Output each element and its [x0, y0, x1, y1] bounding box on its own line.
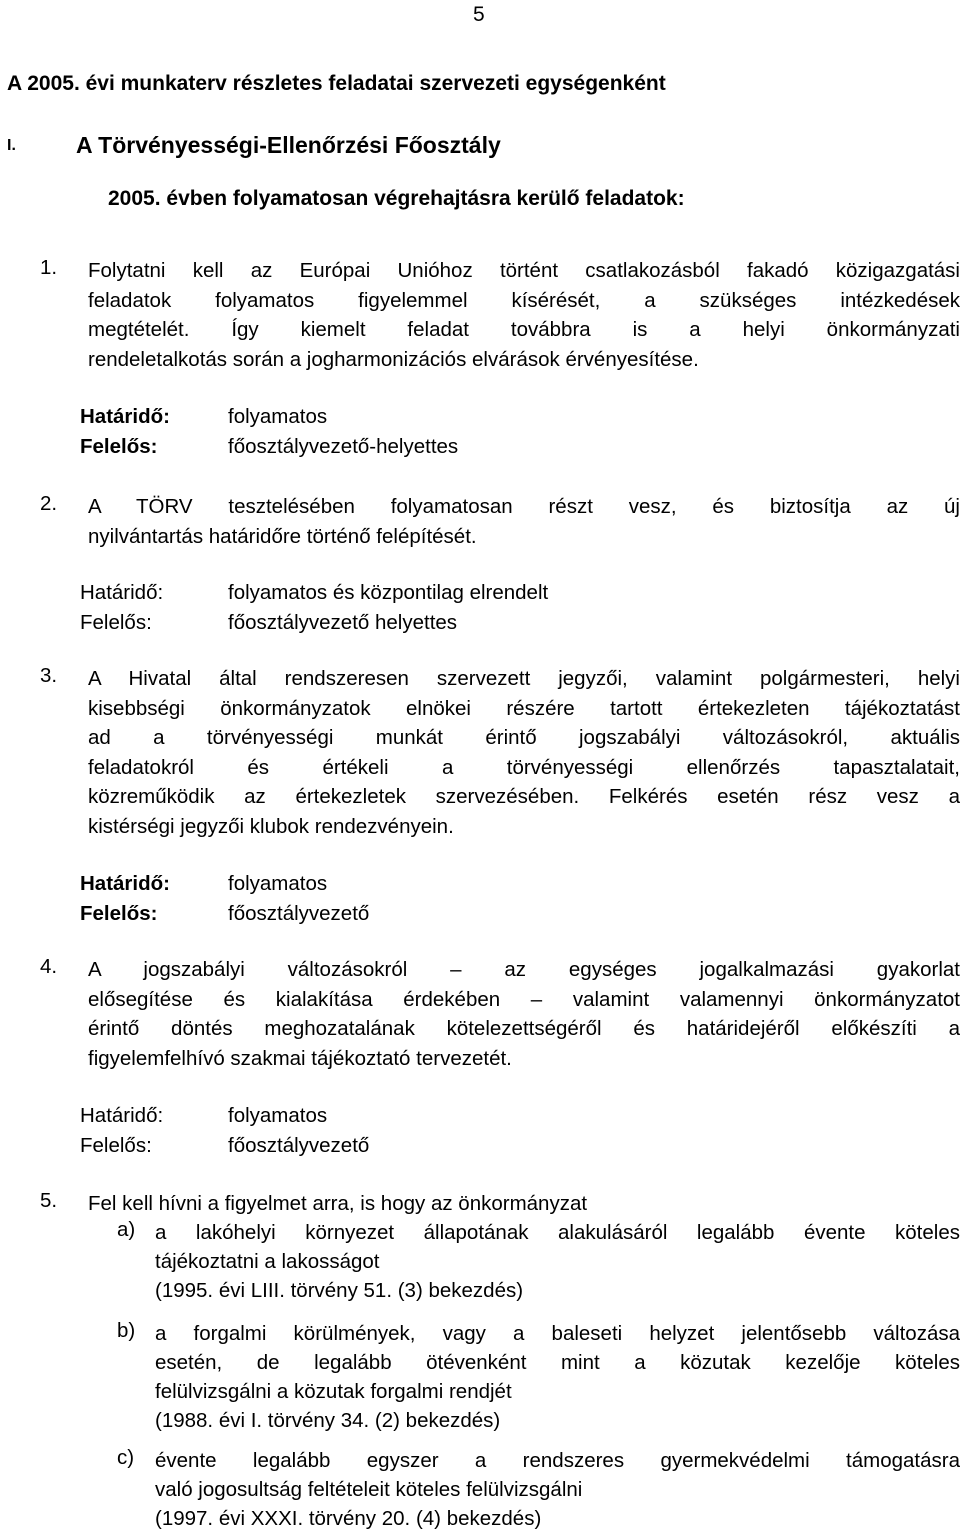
item-text: [88, 664, 960, 841]
text-line: A jogszabályi változásokról – az egységes jogalkalmazási gyakorlat: [88, 958, 960, 981]
text-line: a forgalmi körülmények, vagy a baleseti helyzet jelentősebb változása: [155, 1322, 960, 1345]
responsible-value: főosztályvezető: [228, 1133, 370, 1157]
deadline-value: folyamatos: [228, 1104, 328, 1127]
item-number: 4.: [40, 955, 58, 978]
responsible-value: főosztályvezető helyettes: [228, 610, 458, 634]
text-line: elősegítése és kialakítása érdekében – valamint valamennyi önkormányzatot: [88, 987, 960, 1011]
text-line: feladatok folyamatos figyelemmel kísérését, a szükséges intézkedések: [88, 288, 960, 312]
deadline-label: Határidő:: [80, 1104, 164, 1127]
deadline-label: Határidő:: [80, 581, 164, 604]
text-line: esetén, de legalább ötévenként mint a közutak kezelője köteles: [155, 1351, 960, 1374]
subitem-letter: c): [117, 1446, 135, 1469]
section-title: A Törvényességi-Ellenőrzési Főosztály: [76, 132, 501, 158]
text-line: megtételét. Így kiemelt feladat továbbra is a helyi önkormányzati: [88, 318, 960, 341]
responsible-label: Felelős:: [80, 1133, 152, 1157]
document-heading: A 2005. évi munkaterv részletes feladatai szervezeti egységenként: [7, 72, 666, 95]
item-number: 5.: [40, 1189, 58, 1212]
text-line: rendeletalkotás során a jogharmonizációs elvárások érvényesítése.: [88, 347, 699, 371]
subitem-text: [155, 1319, 960, 1435]
deadline-label: Határidő:: [80, 872, 170, 895]
subitem-letter: b): [117, 1319, 136, 1342]
text-line: ad a törvényességi munkát érintő jogszabályi változásokról, aktuális: [88, 726, 960, 749]
item-text: [88, 1189, 960, 1219]
text-line: Folytatni kell az Európai Unióhoz történt csatlakozásból fakadó közigazgatási: [88, 259, 960, 282]
text-line: figyelemfelhívó szakmai tájékoztató tervezetét.: [88, 1046, 512, 1070]
item-text: [88, 256, 960, 374]
section-roman-numeral: I.: [7, 137, 16, 154]
responsible-value: főosztályvezető: [228, 901, 370, 925]
responsible-value: főosztályvezető-helyettes: [228, 434, 459, 458]
text-line: A TÖRV tesztelésében folyamatosan részt vesz, és biztosítja az új: [88, 495, 960, 518]
text-line: Fel kell hívni a figyelmet arra, is hogy az önkormányzat: [88, 1192, 588, 1215]
law-reference: (1997. évi XXXI. törvény 20. (4) bekezdés): [155, 1507, 542, 1530]
responsible-label: Felelős:: [80, 901, 158, 925]
deadline-value: folyamatos: [228, 872, 328, 895]
text-line: felülvizsgálni a közutak forgalmi rendjét: [155, 1380, 512, 1403]
deadline-label: Határidő:: [80, 405, 170, 428]
text-line: érintő döntés meghozatalának kötelezettségéről és határidejéről előkészíti a: [88, 1017, 960, 1040]
subitem-text: [155, 1446, 960, 1533]
responsible-label: Felelős:: [80, 610, 152, 634]
text-line: nyilvántartás határidőre történő felépítését.: [88, 524, 477, 548]
item-text: [88, 955, 960, 1073]
subitem-text: [155, 1218, 960, 1305]
text-line: való jogosultság feltételeit köteles felülvizsgálni: [155, 1478, 583, 1501]
text-line: feladatokról és értékeli a törvényességi ellenőrzés tapasztalatait,: [88, 755, 960, 779]
subheading: 2005. évben folyamatosan végrehajtásra kerülő feladatok:: [108, 187, 685, 210]
law-reference: (1995. évi LIII. törvény 51. (3) bekezdés): [155, 1279, 524, 1302]
item-text: [88, 492, 960, 551]
text-line: közreműködik az értekezletek szervezésében. Felkérés esetén rész vesz a: [88, 785, 960, 808]
text-line: kisebbségi önkormányzatok elnökei részére tartott értekezleten tájékoztatást: [88, 696, 960, 720]
text-line: kistérségi jegyzői klubok rendezvényein.: [88, 814, 454, 838]
responsible-label: Felelős:: [80, 434, 158, 458]
subitem-letter: a): [117, 1218, 136, 1241]
item-number: 3.: [40, 664, 58, 687]
text-line: tájékoztatni a lakosságot: [155, 1250, 380, 1273]
item-number: 2.: [40, 492, 58, 515]
law-reference: (1988. évi I. törvény 34. (2) bekezdés): [155, 1409, 501, 1432]
text-line: évente legalább egyszer a rendszeres gyermekvédelmi támogatásra: [155, 1449, 960, 1472]
deadline-value: folyamatos és központilag elrendelt: [228, 581, 549, 604]
page-number: 5: [473, 3, 485, 26]
item-number: 1.: [40, 256, 58, 279]
deadline-value: folyamatos: [228, 405, 328, 428]
text-line: A Hivatal által rendszeresen szervezett jegyzői, valamint polgármesteri, helyi: [88, 667, 960, 690]
text-line: a lakóhelyi környezet állapotának alakulásáról legalább évente köteles: [155, 1221, 960, 1244]
